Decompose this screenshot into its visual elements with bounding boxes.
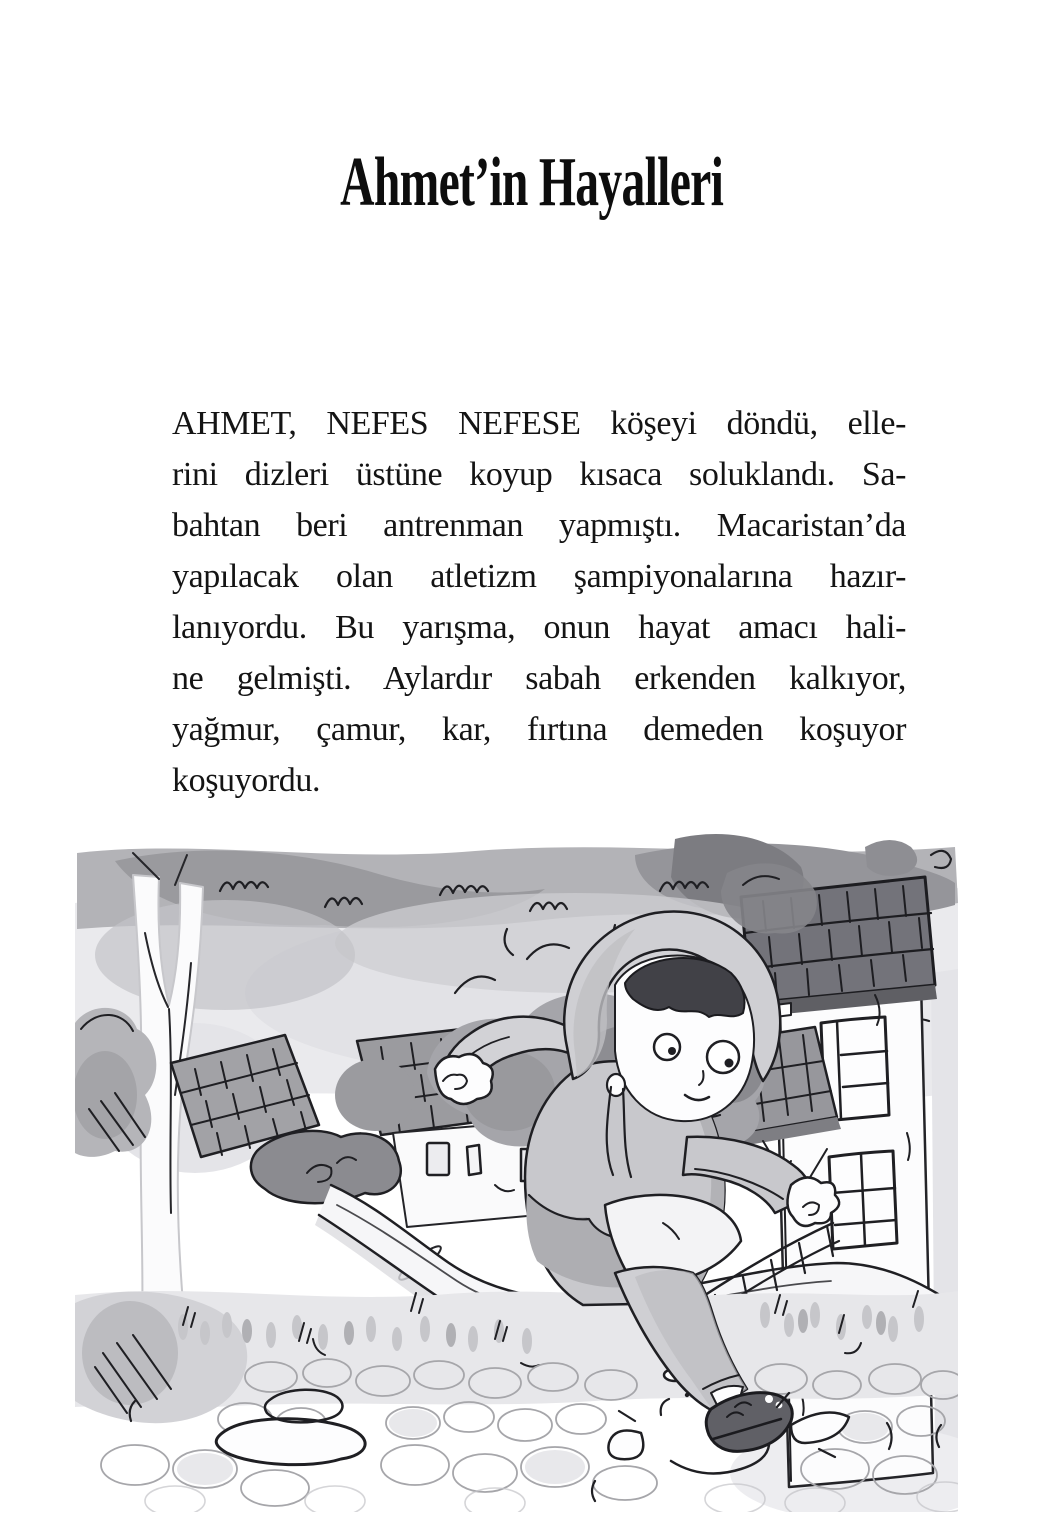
story-illustration xyxy=(75,833,958,1512)
paragraph-line: rini dizleri üstüne koyup kısaca soluklandı. Sa- xyxy=(172,456,906,493)
paragraph-line: yağmur, çamur, kar, fırtına demeden koşuyor xyxy=(172,711,906,748)
page-title xyxy=(0,146,1063,220)
page-title-text: Ahmet’in Hayalleri xyxy=(339,144,724,221)
paragraph-line: lanıyordu. Bu yarışma, onun hayat amacı hali- xyxy=(172,609,906,646)
paragraph-line: koşuyordu. xyxy=(172,762,321,799)
story-paragraph xyxy=(172,398,906,806)
paragraph-line: ne gelmişti. Aylardır sabah erkenden kalkıyor, xyxy=(172,660,906,697)
paragraph-line: AHMET, NEFES NEFESE köşeyi döndü, elle- xyxy=(172,405,906,442)
paragraph-line: yapılacak olan atletizm şampiyonalarına hazır- xyxy=(172,558,906,595)
paragraph-line: bahtan beri antrenman yapmıştı. Macaristan’da xyxy=(172,507,906,544)
